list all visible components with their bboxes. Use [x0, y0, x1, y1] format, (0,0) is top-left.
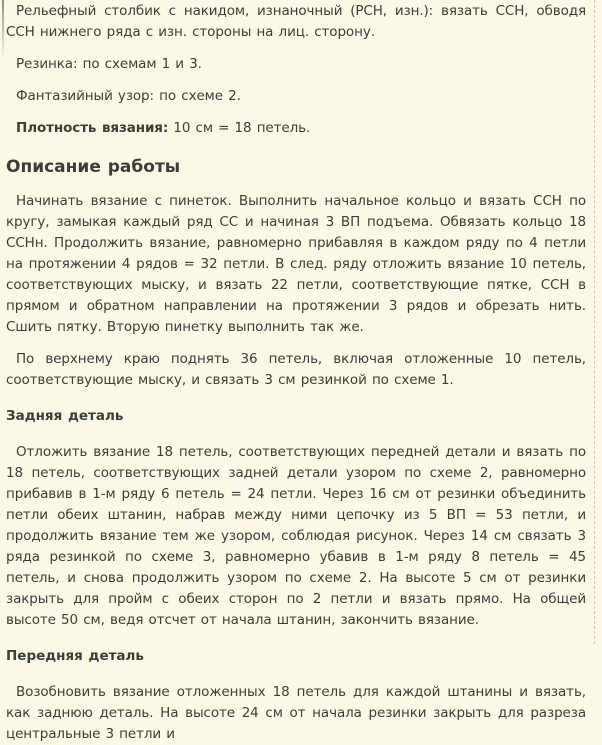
heading-back-piece: Задняя деталь	[6, 408, 124, 424]
gauge-label: Плотность вязания:	[16, 120, 169, 136]
heading-work-description: Описание работы	[6, 157, 181, 177]
heading-front-piece: Передняя деталь	[6, 648, 144, 664]
paragraph-booties: Начинать вязание с пинеток. Выполнить начальное кольцо и вязать ССН по кругу, замыкая каждый ряд СС и начиная 3 ВП подъема. Обвязать кольцо 18 ССНн. Продолжить вязание, равномерно прибавляя в каждом ряду по 4 петли на протяжении 4 рядов = 32 петли. В след. ряду отложить вязание 10 петель, соответствующих мыску, и вязать 22 петли, соответствующие пятке, ССН в прямом и обратном направлении на протяжении 3 рядов и обрезать нить. Сшить пятку. Вторую пинетку выполнить так же.	[6, 193, 586, 335]
paragraph-top-edge: По верхнему краю поднять 36 петель, включая отложенные 10 петель, соответствующие мыску, и связать 3 см резинкой по схеме 1.	[6, 351, 586, 388]
paragraph-ribbing: Резинка: по схемам 1 и 3.	[16, 56, 202, 72]
gauge-value: 10 см = 18 петель.	[168, 120, 311, 136]
paragraph-fantasy-pattern: Фантазийный узор: по схеме 2.	[16, 88, 241, 104]
paragraph-gauge	[6, 118, 586, 139]
paragraph-front-piece: Возобновить вязание отложенных 18 петель для каждой штанины и вязать, как заднюю деталь. На высоте 24 см от начала резинки закрыть для разреза центральные 3 петли и	[6, 684, 586, 742]
paragraph-back-piece: Отложить вязание 18 петель, соответствующих передней детали и вязать по 18 петель, соответствующих задней детали узором по схеме 2, равномерно прибавив в 1-м ряду 6 петель = 24 петли. Через 16 см от резинки объединить петли обеих штанин, набрав между ними цепочку из 5 ВП = 53 петли, и продолжить вязание тем же узором, соблюдая рисунок. Через 14 см связать 3 ряда резинкой по схеме 3, равномерно убавив в 1-м ряду 8 петель = 45 петель, и снова продолжить узором по схеме 2. На высоте 5 см от резинки закрыть для пройм с обеих сторон по 2 петли и вязать прямо. На общей высоте 50 см, ведя отсчет от начала штанин, закончить вязание.	[6, 444, 586, 628]
paragraph-relief-stitch: Рельефный столбик с накидом, изнаночный (РСН, изн.): вязать ССН, обводя ССН нижнего ряда с изн. стороны на лиц. сторону.	[6, 3, 586, 40]
